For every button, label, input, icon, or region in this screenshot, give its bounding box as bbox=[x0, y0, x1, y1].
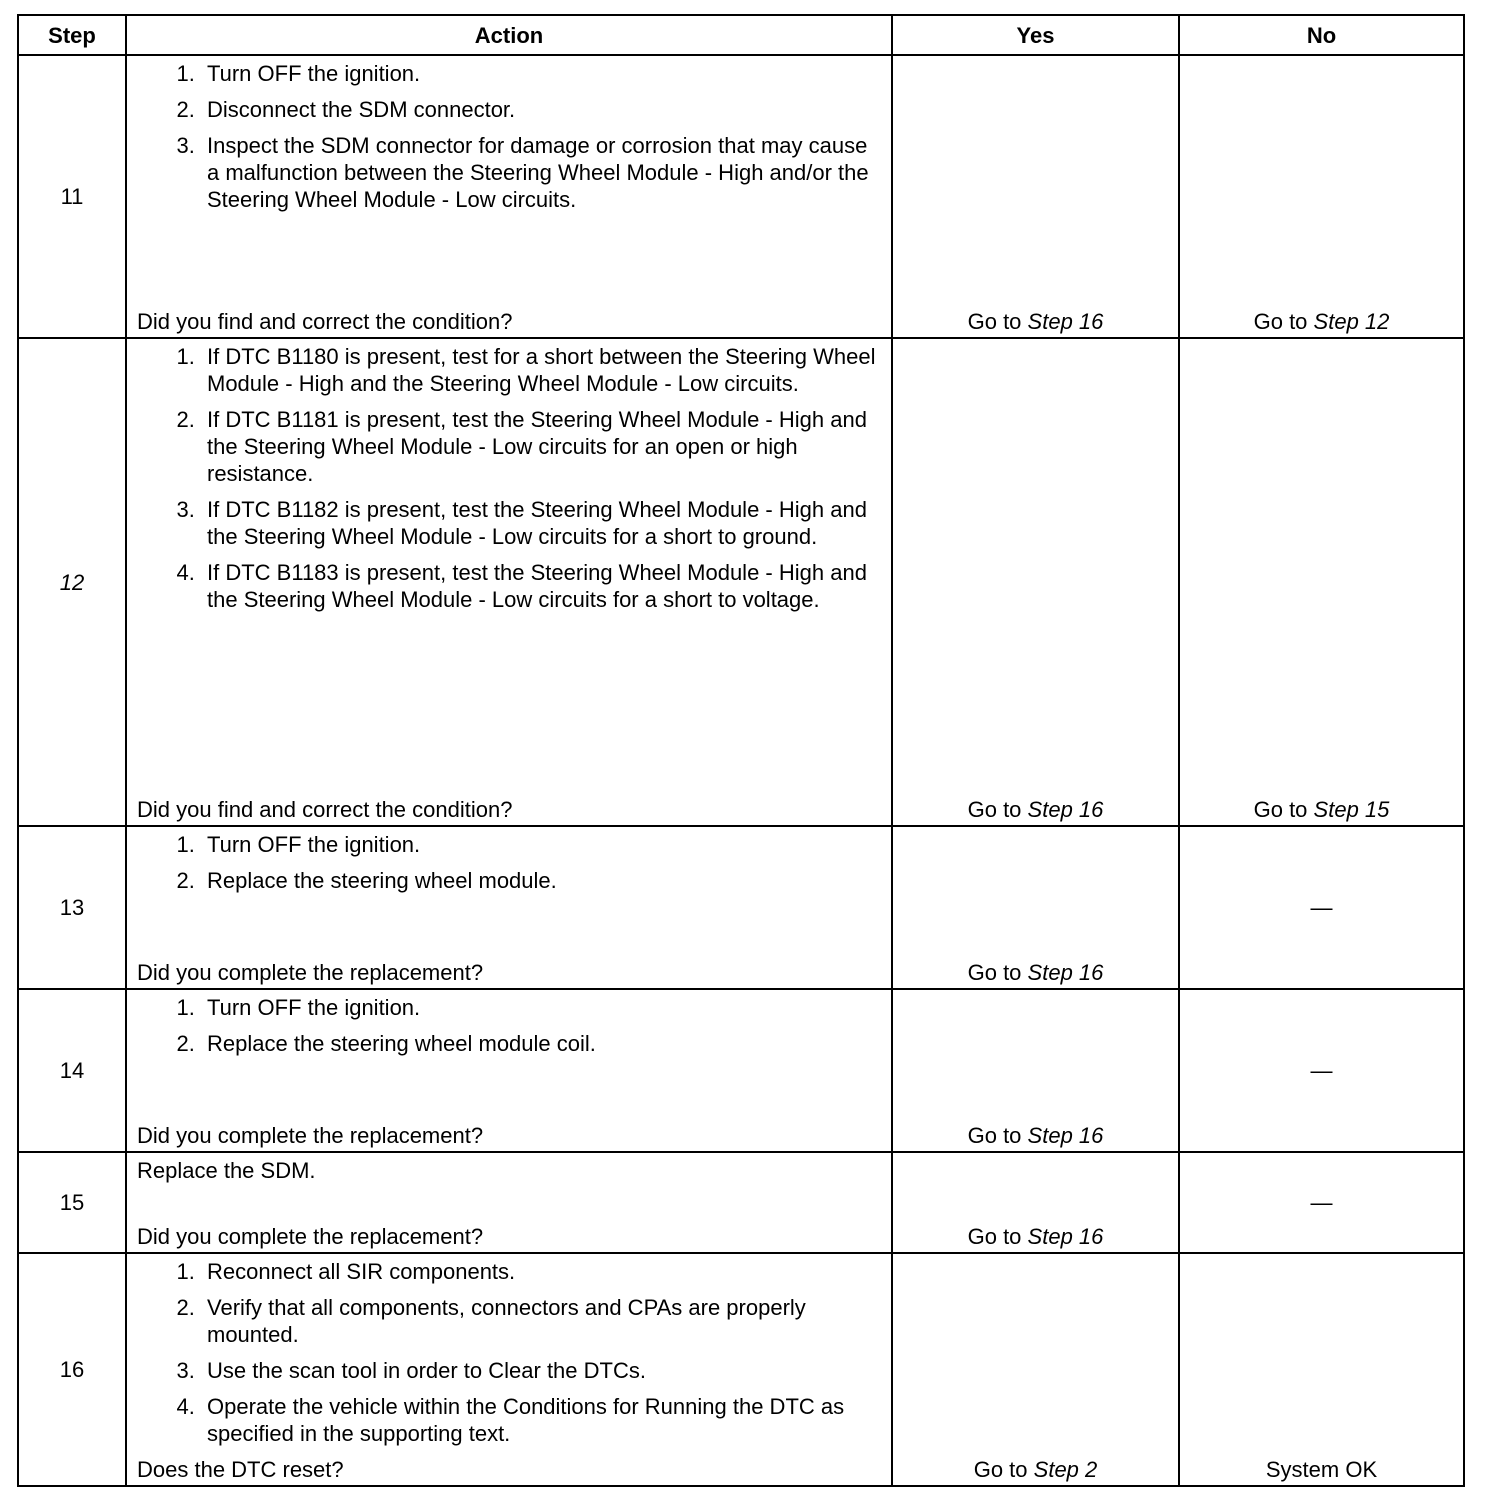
action-cell bbox=[126, 1152, 892, 1253]
step-link[interactable]: Step 16 bbox=[1027, 1224, 1104, 1249]
header-action: Action bbox=[126, 15, 892, 55]
no-result: — bbox=[1310, 1058, 1333, 1083]
yes-goto: Go to Step 16 bbox=[967, 1123, 1104, 1148]
step-number: 15 bbox=[18, 1152, 126, 1253]
no-result: System OK bbox=[1265, 1457, 1378, 1482]
question-text: Did you complete the replacement? bbox=[137, 1123, 484, 1148]
list-item: 2. Disconnect the SDM connector. bbox=[201, 96, 881, 123]
list-item: 4. If DTC B1183 is present, test the Steering Wheel Module - High and the Steering Wheel Module - Low circuits for a short to voltage. bbox=[201, 559, 881, 613]
yes-goto: Go to Step 16 bbox=[967, 797, 1104, 822]
list-item: 2. Replace the steering wheel module coil. bbox=[201, 1030, 881, 1057]
action-cell bbox=[126, 989, 892, 1152]
table-row bbox=[18, 826, 1464, 989]
list-item: 3. If DTC B1182 is present, test the Steering Wheel Module - High and the Steering Wheel Module - Low circuits for a short to ground. bbox=[201, 496, 881, 550]
action-cell bbox=[126, 1253, 892, 1486]
yes-goto: Go to Step 2 bbox=[973, 1457, 1098, 1482]
list-item: 3. Use the scan tool in order to Clear the DTCs. bbox=[201, 1357, 881, 1384]
question-text: Did you find and correct the condition? bbox=[137, 797, 513, 822]
no-goto: Go to Step 15 bbox=[1253, 797, 1390, 822]
question-text: Did you find and correct the condition? bbox=[137, 309, 513, 334]
list-item: 2. If DTC B1181 is present, test the Steering Wheel Module - High and the Steering Wheel Module - Low circuits for an open or high resistance. bbox=[201, 406, 881, 487]
no-cell bbox=[1179, 989, 1464, 1152]
table-row bbox=[18, 1152, 1464, 1253]
action-text: Replace the SDM. bbox=[137, 1158, 316, 1183]
action-list bbox=[137, 343, 881, 613]
step-link[interactable]: Step 12 bbox=[1313, 309, 1390, 334]
yes-cell bbox=[892, 338, 1179, 826]
no-cell bbox=[1179, 1253, 1464, 1486]
table-row bbox=[18, 55, 1464, 338]
action-cell bbox=[126, 55, 892, 338]
no-cell bbox=[1179, 1152, 1464, 1253]
list-item: 1. Reconnect all SIR components. bbox=[201, 1258, 881, 1285]
table-row bbox=[18, 989, 1464, 1152]
no-cell bbox=[1179, 55, 1464, 338]
question-text: Did you complete the replacement? bbox=[137, 960, 484, 985]
step-number: 11 bbox=[18, 55, 126, 338]
step-link[interactable]: Step 15 bbox=[1313, 797, 1390, 822]
step-link[interactable]: Step 16 bbox=[1027, 1123, 1104, 1148]
action-cell bbox=[126, 826, 892, 989]
no-cell bbox=[1179, 826, 1464, 989]
step-number: 16 bbox=[18, 1253, 126, 1486]
list-item: 4. Operate the vehicle within the Conditions for Running the DTC as specified in the supporting text. bbox=[201, 1393, 881, 1447]
step-number: 12 bbox=[18, 338, 126, 826]
step-link[interactable]: Step 2 bbox=[1033, 1457, 1098, 1482]
list-item: 2. Verify that all components, connectors and CPAs are properly mounted. bbox=[201, 1294, 881, 1348]
action-cell bbox=[126, 338, 892, 826]
diagnostic-table bbox=[17, 14, 1465, 1487]
no-result: — bbox=[1310, 1190, 1333, 1215]
yes-goto: Go to Step 16 bbox=[967, 1224, 1104, 1249]
step-link[interactable]: Step 16 bbox=[1027, 309, 1104, 334]
step-number: 14 bbox=[18, 989, 126, 1152]
yes-cell bbox=[892, 989, 1179, 1152]
yes-cell bbox=[892, 1253, 1179, 1486]
action-list bbox=[137, 60, 881, 213]
question-text: Does the DTC reset? bbox=[137, 1457, 344, 1482]
action-list bbox=[137, 1258, 881, 1447]
list-item: 3. Inspect the SDM connector for damage or corrosion that may cause a malfunction between the Steering Wheel Module - High and/or the Steering Wheel Module - Low circuits. bbox=[201, 132, 881, 213]
list-item: 1. Turn OFF the ignition. bbox=[201, 994, 881, 1021]
table-row bbox=[18, 338, 1464, 826]
action-list bbox=[137, 831, 881, 894]
step-link[interactable]: Step 16 bbox=[1027, 797, 1104, 822]
yes-cell bbox=[892, 826, 1179, 989]
header-step: Step bbox=[18, 15, 126, 55]
list-item: 1. Turn OFF the ignition. bbox=[201, 831, 881, 858]
question-text: Did you complete the replacement? bbox=[137, 1224, 484, 1249]
step-number: 13 bbox=[18, 826, 126, 989]
header-no: No bbox=[1179, 15, 1464, 55]
no-cell bbox=[1179, 338, 1464, 826]
list-item: 1. Turn OFF the ignition. bbox=[201, 60, 881, 87]
no-result: — bbox=[1310, 895, 1333, 920]
yes-cell bbox=[892, 1152, 1179, 1253]
list-item: 2. Replace the steering wheel module. bbox=[201, 867, 881, 894]
yes-cell bbox=[892, 55, 1179, 338]
header-row bbox=[18, 15, 1464, 55]
table-row bbox=[18, 1253, 1464, 1486]
list-item: 1. If DTC B1180 is present, test for a short between the Steering Wheel Module - High and the Steering Wheel Module - Low circuits. bbox=[201, 343, 881, 397]
header-yes: Yes bbox=[892, 15, 1179, 55]
no-goto: Go to Step 12 bbox=[1253, 309, 1390, 334]
step-link[interactable]: Step 16 bbox=[1027, 960, 1104, 985]
yes-goto: Go to Step 16 bbox=[967, 309, 1104, 334]
yes-goto: Go to Step 16 bbox=[967, 960, 1104, 985]
action-list bbox=[137, 994, 881, 1057]
